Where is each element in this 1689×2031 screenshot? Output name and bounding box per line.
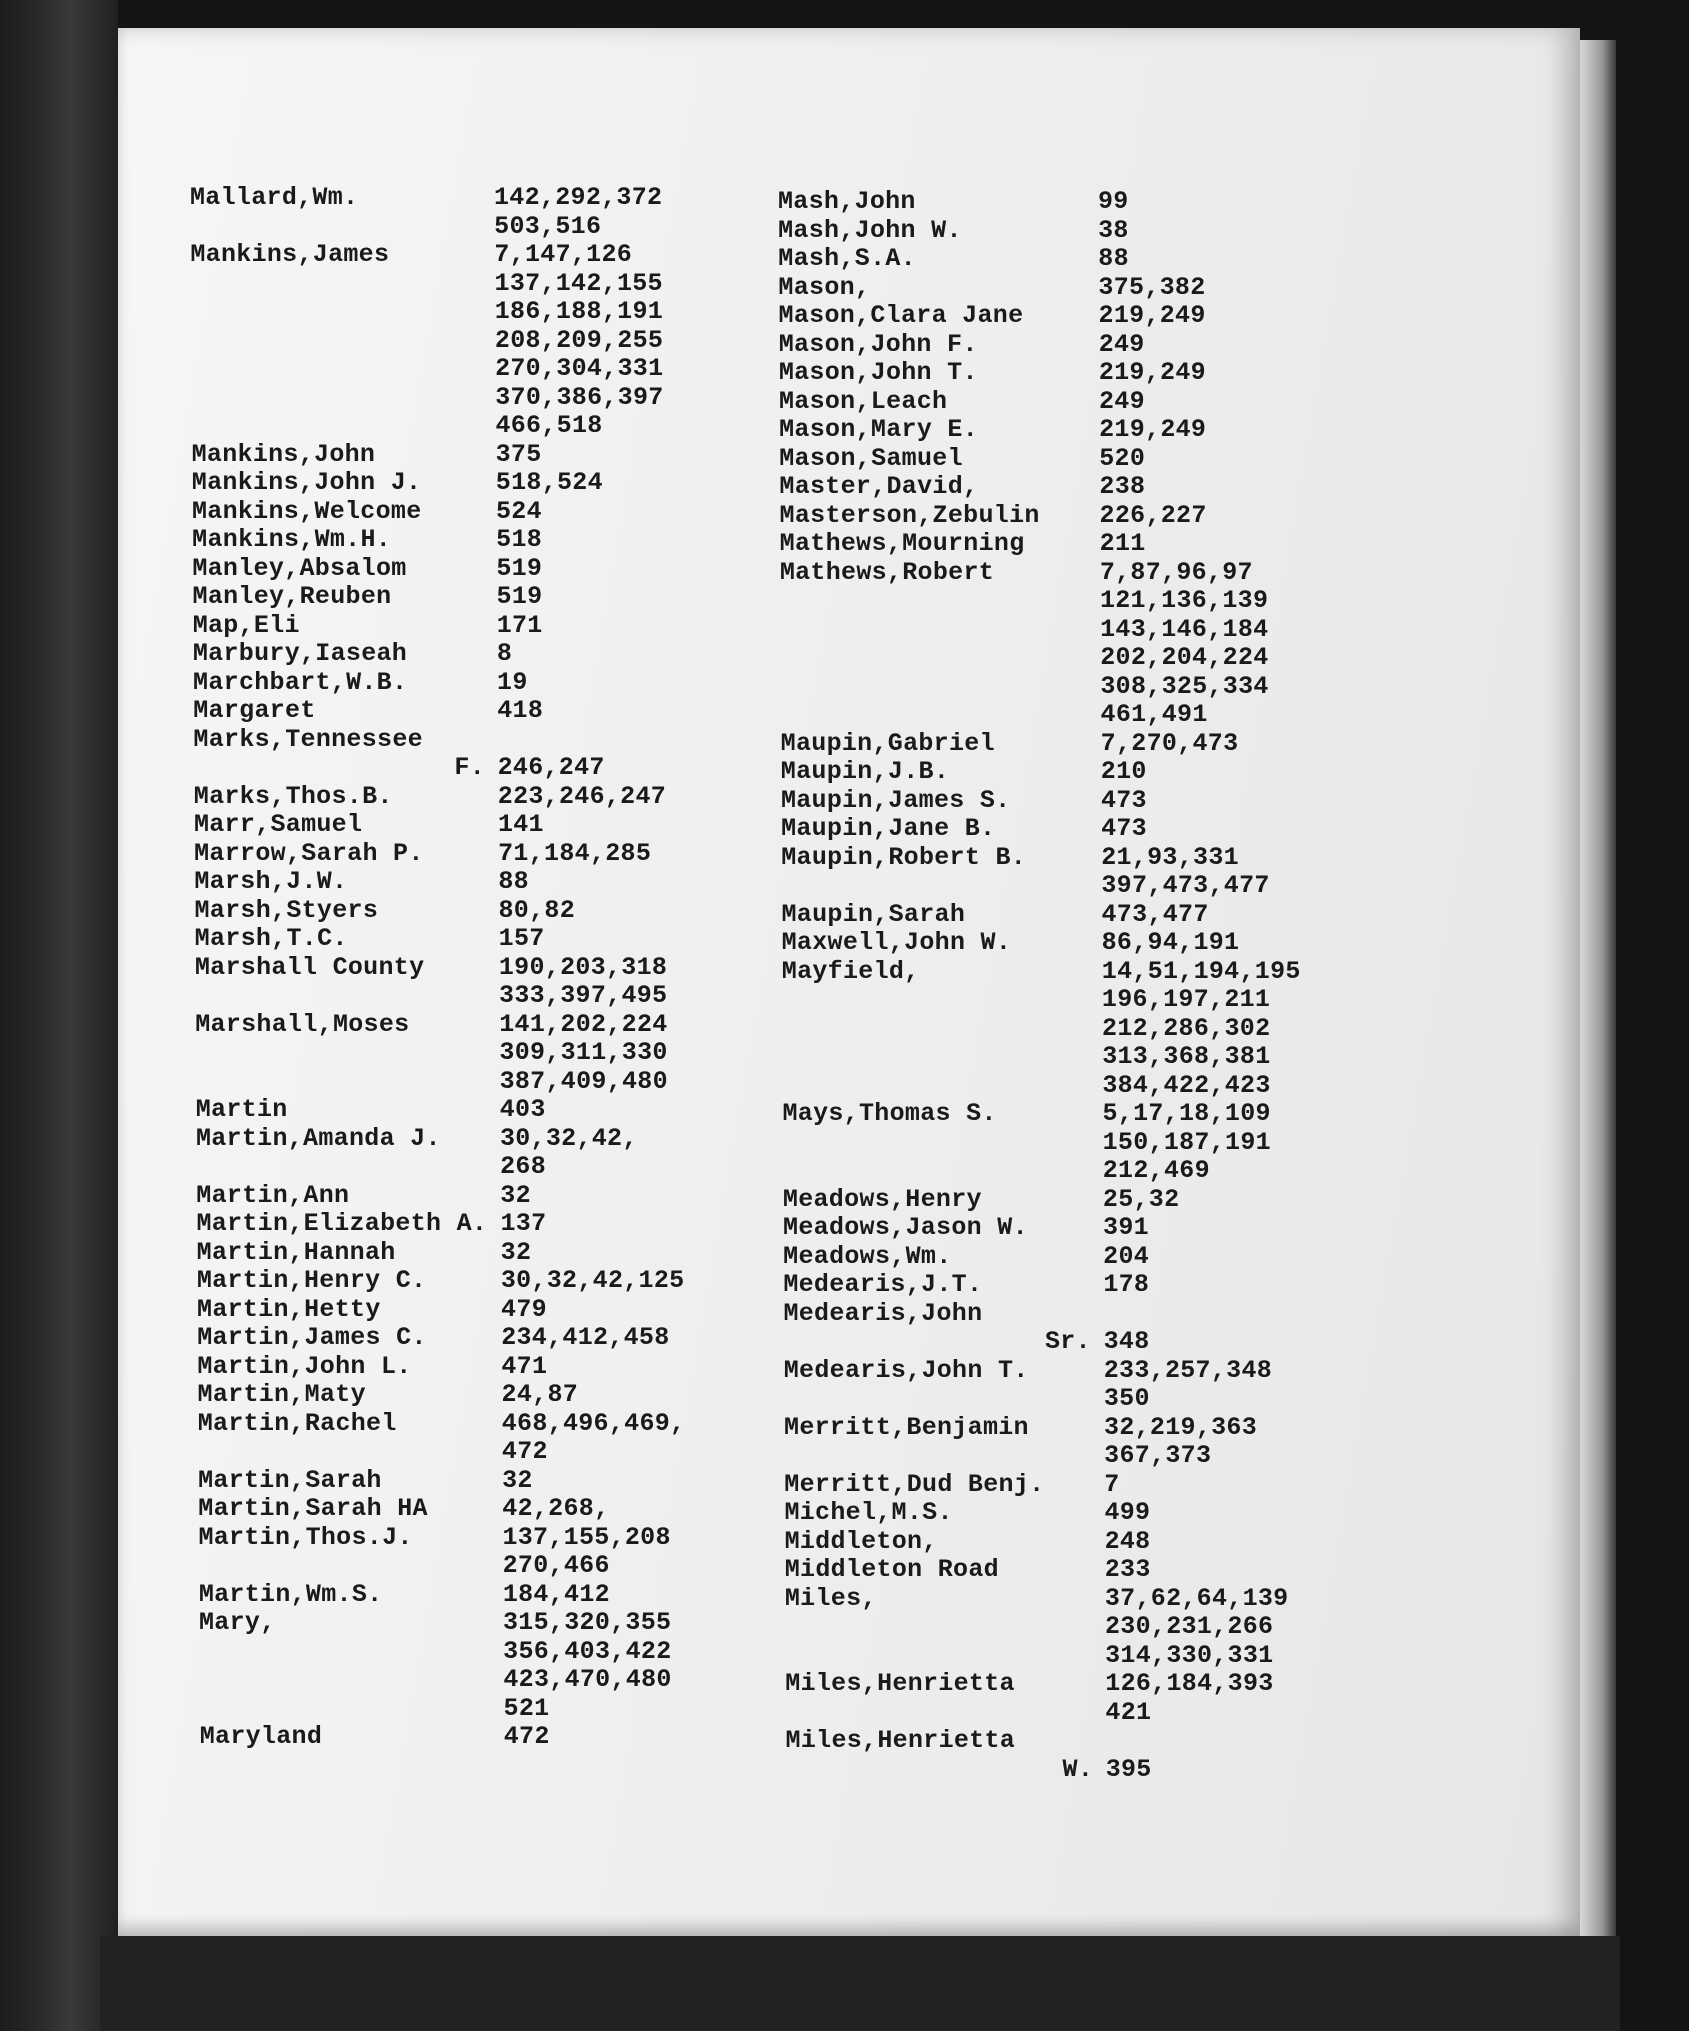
page-ref-line: 37,62,64,139 [1104, 1583, 1289, 1613]
entry-name: Medearis,J.T. [783, 1270, 983, 1299]
page-ref-line: 471 [501, 1351, 548, 1381]
page-ref-line: 418 [497, 696, 544, 725]
page-ref-line: 71,184,285 [498, 838, 652, 868]
entry-name: Martin,Hetty [197, 1294, 381, 1324]
entry-name: Martin [195, 1095, 288, 1124]
page-ref-line: 375 [495, 439, 542, 469]
entry-name: Marsh,J.W. [194, 867, 348, 896]
entry-name: Meadows,Jason W. [783, 1213, 1028, 1242]
entry-name-continuation: Sr. [1044, 1327, 1091, 1356]
page-ref-line: 211 [1099, 529, 1146, 558]
entry-name: Mankins,Wm.H. [192, 525, 392, 554]
page-ref-line: 19 [497, 667, 528, 697]
page-ref-line: 141,202,224 [499, 1009, 668, 1039]
entry-name: Mason,Mary E. [779, 415, 979, 444]
entry-name: Marrow,Sarah P. [194, 838, 424, 868]
entry-name: Middleton Road [784, 1555, 999, 1584]
page-ref-line: 121,136,139 [1099, 586, 1269, 615]
page-ref-line: 472 [503, 1722, 550, 1751]
page-ref-line: 5,17,18,109 [1102, 1099, 1271, 1128]
entry-name: Mankins,John [191, 439, 376, 469]
entry-name: Mash,S.A. [778, 244, 916, 273]
entry-name: Merritt,Benjamin [784, 1412, 1029, 1442]
page-ref-line: 473,477 [1101, 899, 1209, 929]
entry-name: Martin,Thos.J. [198, 1522, 413, 1552]
page-ref-line: 142,292,372 [494, 183, 663, 212]
entry-name: Margaret [193, 696, 316, 725]
page-ref-line: 370,386,397 [495, 382, 664, 412]
entry-name: Martin,Ann [196, 1180, 350, 1210]
page-ref-line: 524 [495, 496, 542, 526]
page-ref-line: 403 [499, 1095, 546, 1124]
page-ref-line: 32 [500, 1180, 531, 1210]
page-ref-line: 219,249 [1099, 415, 1207, 444]
page-ref-line: 171 [496, 610, 543, 640]
page-ref-line: 21,93,331 [1101, 842, 1239, 872]
entry-name: Mason,John F. [778, 329, 978, 359]
entry-name: Martin,Maty [197, 1380, 366, 1409]
page-ref-line: 80,82 [498, 895, 576, 925]
entry-name: Marbury,Iaseah [192, 639, 408, 668]
entry-name: Martin,Rachel [197, 1408, 397, 1438]
page-ref-line: 7,270,473 [1100, 728, 1239, 758]
page-ref-line: 234,412,458 [501, 1323, 670, 1352]
page-ref-line: 7 [1104, 1469, 1120, 1499]
bottom-shadow [100, 1936, 1620, 2031]
entry-name-continuation: F. [454, 753, 486, 782]
page-ref-line: 86,94,191 [1101, 928, 1240, 957]
entry-name: Medearis,John [783, 1298, 983, 1328]
page-ref-line: 196,197,211 [1101, 985, 1271, 1014]
page-ref-line: 391 [1103, 1213, 1149, 1242]
page-ref-line: 150,187,191 [1102, 1127, 1271, 1157]
entry-name: Miles, [784, 1583, 877, 1613]
entry-name: Mallard,Wm. [190, 183, 359, 212]
page-ref-line: 32 [502, 1465, 533, 1495]
page-ref-line: 270,304,331 [495, 354, 664, 383]
page-ref-line: 268 [500, 1152, 547, 1181]
page-edge [1580, 40, 1616, 1940]
entry-name: Mason,Samuel [779, 443, 963, 473]
page-ref-line: 24,87 [501, 1380, 579, 1409]
entry-name: Mash,John W. [778, 215, 962, 245]
page-ref-line: 99 [1098, 187, 1129, 216]
page-ref-line: 466,518 [495, 411, 603, 440]
entry-name: Martin,John L. [197, 1351, 412, 1381]
entry-name: Mary, [199, 1608, 276, 1637]
page-ref-line: 32,219,363 [1104, 1412, 1258, 1442]
page-ref-line: 249 [1098, 329, 1145, 359]
entry-name: Martin,Amanda J. [195, 1123, 441, 1153]
entry-name: Manley,Absalom [192, 553, 407, 583]
page-ref-line: 184,412 [502, 1579, 610, 1609]
page-ref-line: 143,146,184 [1100, 614, 1269, 644]
entry-name: Manley,Reuben [192, 582, 392, 611]
page-ref-line: 137,142,155 [494, 268, 663, 298]
entry-name: Martin,Wm.S. [198, 1579, 383, 1609]
page-ref-line: 230,231,266 [1105, 1612, 1274, 1641]
page-ref-line: 7,147,126 [494, 240, 633, 269]
page-ref-line: 178 [1103, 1270, 1150, 1299]
page-ref-line: 233,257,348 [1103, 1355, 1273, 1385]
entry-name: Martin,Sarah [198, 1465, 382, 1495]
page-ref-line: 395 [1105, 1754, 1152, 1784]
entry-name: Martin,Henry C. [196, 1266, 427, 1295]
entry-name: Maupin,James S. [780, 785, 1011, 815]
page-ref-line: 519 [496, 582, 543, 611]
entry-name: Medearis,John T. [783, 1355, 1029, 1385]
entry-name: Maryland [199, 1722, 323, 1751]
page-ref-line: 88 [498, 867, 529, 896]
page-ref-line: 315,320,355 [503, 1608, 672, 1637]
entry-name: Meadows,Henry [782, 1184, 982, 1214]
page-ref-line: 226,227 [1099, 500, 1207, 530]
page-ref-line: 387,409,480 [499, 1066, 668, 1096]
entry-name-continuation: W. [1062, 1754, 1094, 1784]
page-ref-line: 202,204,224 [1100, 643, 1269, 672]
entry-name: Masterson,Zebulin [779, 500, 1040, 530]
entry-name: Mason, [778, 272, 871, 302]
entry-name: Martin,James C. [197, 1323, 427, 1352]
page-ref-line: 479 [501, 1294, 547, 1324]
page-ref-line: 314,330,331 [1105, 1640, 1274, 1670]
entry-name: Marshall,Moses [195, 1009, 410, 1039]
entry-name: Mankins,Welcome [191, 496, 422, 526]
page-ref-line: 219,249 [1098, 301, 1206, 330]
entry-name: Marsh,T.C. [194, 924, 348, 953]
entry-name: Mason,Leach [778, 386, 948, 416]
entry-name: Master,David, [779, 472, 979, 501]
page-ref-line: 521 [503, 1693, 550, 1723]
entry-name: Mays,Thomas S. [782, 1099, 997, 1128]
page-ref-line: 384,422,423 [1102, 1070, 1271, 1100]
page-ref-line: 157 [498, 924, 545, 953]
entry-name: Martin,Sarah HA [198, 1494, 428, 1523]
page-ref-line: 270,466 [502, 1551, 610, 1580]
page-ref-line: 519 [496, 553, 543, 583]
entry-name: Mayfield, [781, 956, 920, 986]
page-ref-line: 348 [1103, 1327, 1150, 1356]
entry-name: Miles,Henrietta [785, 1669, 1015, 1698]
page-ref-line: 88 [1098, 244, 1129, 273]
page-ref-line: 423,470,480 [503, 1665, 672, 1694]
page-ref-line: 208,209,255 [494, 325, 664, 355]
page-ref-line: 518,524 [495, 468, 603, 497]
page-ref-line: 356,403,422 [503, 1636, 672, 1666]
page-ref-line: 350 [1103, 1384, 1150, 1413]
entry-name: Martin,Hannah [196, 1237, 396, 1267]
page-ref-line: 518 [496, 525, 543, 554]
page-ref-line: 238 [1099, 472, 1146, 501]
page-ref-line: 468,496,469, [501, 1408, 686, 1438]
entry-name: Merritt,Dud Benj. [784, 1469, 1045, 1499]
page-ref-line: 461,491 [1100, 700, 1208, 729]
page-ref-line: 249 [1098, 386, 1145, 416]
page-ref-line: 333,397,495 [499, 981, 668, 1010]
entry-name: Marsh,Styers [194, 895, 379, 925]
entry-name: Mason,Clara Jane [778, 301, 1024, 330]
entry-name: Maupin,J.B. [780, 757, 950, 786]
page-ref-line: 473 [1101, 814, 1147, 843]
page-ref-line: 25,32 [1102, 1184, 1180, 1214]
page-ref-line: 141 [497, 810, 544, 839]
page-ref-line: 375,382 [1098, 272, 1206, 302]
page-ref-line: 190,203,318 [498, 952, 668, 982]
entry-name: Maupin,Robert B. [781, 842, 1027, 872]
entry-name: Marr,Samuel [193, 810, 363, 839]
page-ref-line: 472 [501, 1437, 548, 1466]
page-ref-line: 219,249 [1098, 358, 1206, 387]
page-ref-line: 308,325,334 [1100, 671, 1269, 701]
entry-name: Marshall County [194, 952, 425, 982]
page-ref-line: 7,87,96,97 [1099, 557, 1253, 587]
entry-name: Marks,Thos.B. [193, 781, 393, 811]
index-page [118, 28, 1580, 1936]
page-ref-line: 30,32,42,125 [500, 1266, 685, 1295]
entry-name: Mankins,John J. [191, 468, 422, 497]
entry-name: Maupin,Sarah [781, 899, 966, 929]
page-ref-line: 309,311,330 [499, 1038, 668, 1067]
entry-name: Mason,John T. [778, 358, 978, 387]
page-ref-line: 367,373 [1104, 1441, 1212, 1470]
entry-name: Miles,Henrietta [785, 1726, 1016, 1755]
page-ref-line: 212,469 [1102, 1156, 1210, 1185]
page-ref-line: 223,246,247 [497, 781, 667, 811]
page-ref-line: 499 [1104, 1498, 1151, 1527]
page-ref-line: 126,184,393 [1105, 1669, 1274, 1698]
page-ref-line: 14,51,194,195 [1101, 956, 1301, 986]
page-ref-line: 503,516 [494, 211, 602, 241]
entry-name: Martin,Elizabeth A. [196, 1209, 488, 1238]
entry-name: Michel,M.S. [784, 1498, 953, 1527]
entry-name: Mathews,Robert [779, 557, 995, 587]
page-ref-line: 137 [500, 1209, 547, 1238]
page-ref-line: 204 [1103, 1241, 1150, 1271]
page-ref-line: 421 [1105, 1697, 1152, 1727]
page-ref-line: 8 [496, 639, 513, 668]
page-ref-line: 520 [1099, 443, 1146, 473]
entry-name: Meadows,Wm. [783, 1241, 952, 1271]
page-ref-line: 210 [1100, 757, 1147, 786]
page-ref-line: 38 [1098, 215, 1129, 245]
page-ref-line: 473 [1100, 785, 1147, 815]
entry-name: Maupin,Gabriel [780, 728, 995, 758]
page-ref-line: 313,368,381 [1102, 1042, 1271, 1071]
page-ref-line: 397,473,477 [1101, 871, 1270, 900]
page-ref-line: 186,188,191 [494, 297, 664, 326]
page-ref-line: 137,155,208 [502, 1522, 671, 1552]
page-ref-line: 233 [1104, 1555, 1151, 1584]
entry-name: Maxwell,John W. [781, 928, 1012, 957]
page-ref-line: 212,286,302 [1102, 1013, 1271, 1043]
entry-name: Mash,John [778, 187, 916, 216]
page-ref-line: 30,32,42, [499, 1123, 638, 1153]
page-ref-line: 42,268, [502, 1494, 610, 1523]
entry-name: Maupin,Jane B. [781, 814, 996, 843]
book-binding [0, 0, 118, 2031]
page-ref-line: 32 [500, 1237, 532, 1267]
entry-name: Map,Eli [192, 610, 300, 640]
page-ref-line: 246,247 [497, 753, 605, 782]
entry-name: Mankins,James [190, 240, 390, 269]
page-ref-line: 248 [1104, 1526, 1151, 1556]
entry-name: Marchbart,W.B. [193, 667, 408, 697]
entry-name: Mathews,Mourning [779, 529, 1025, 558]
entry-name: Middleton, [784, 1526, 938, 1556]
entry-name: Marks,Tennessee [193, 724, 423, 754]
